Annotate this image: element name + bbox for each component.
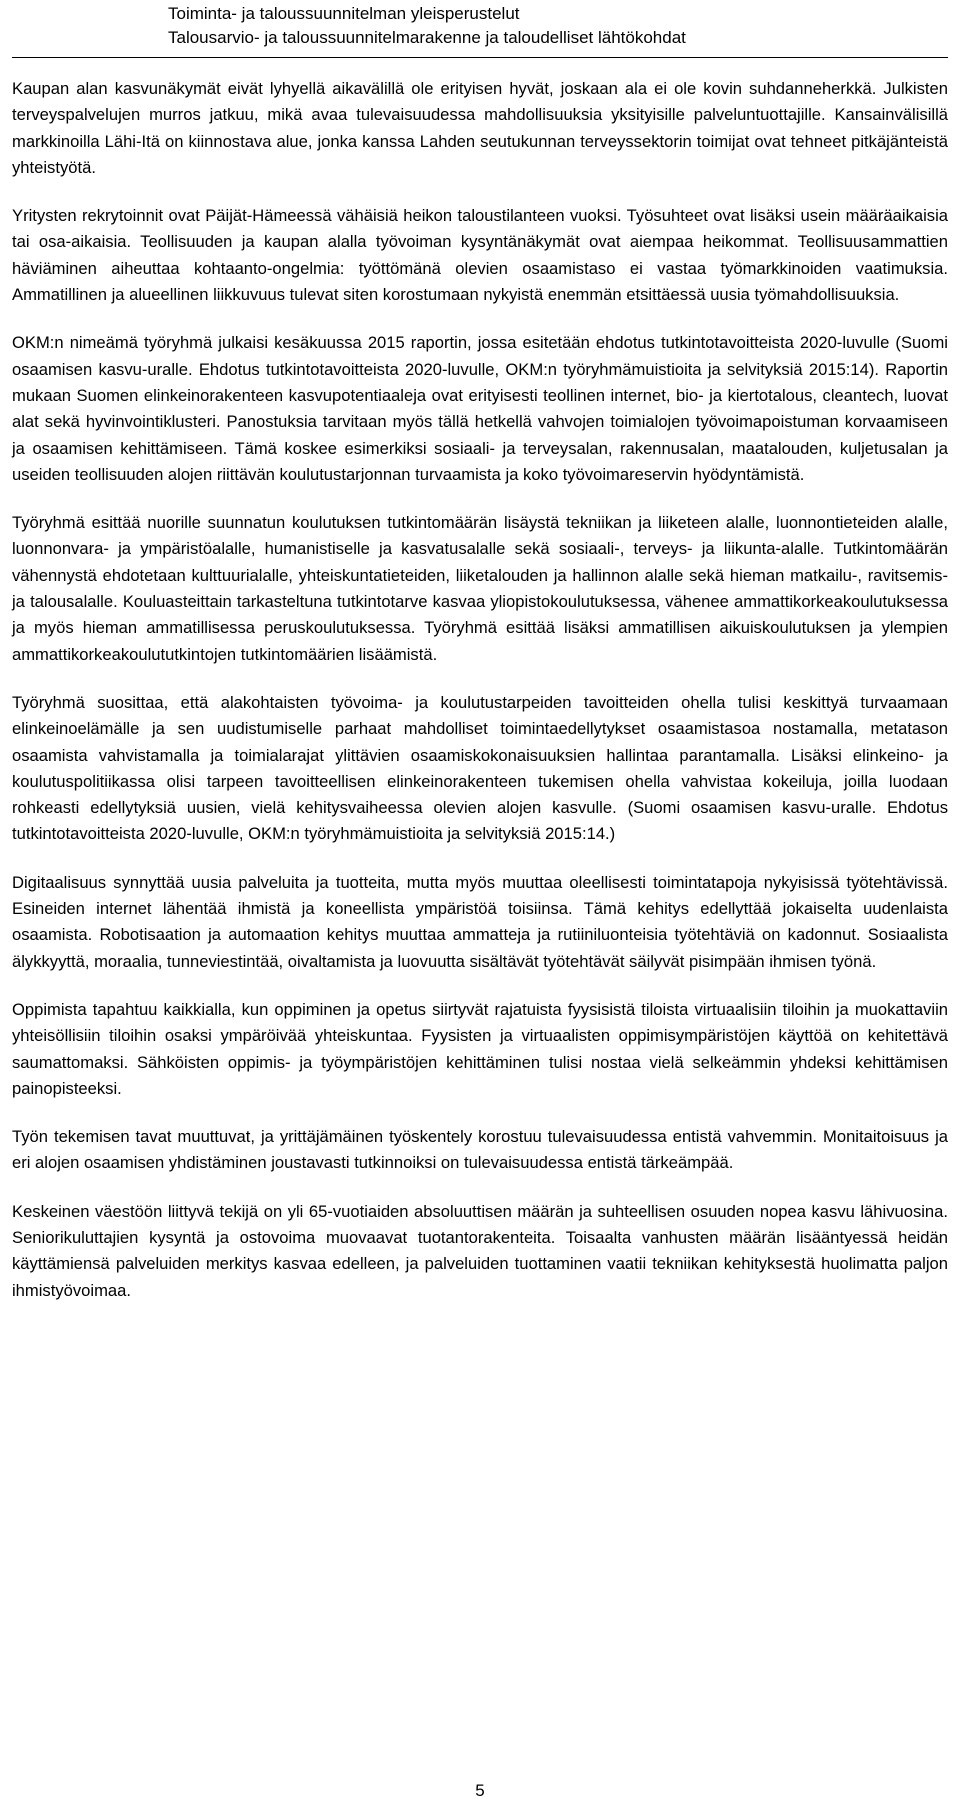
header-divider — [12, 57, 948, 58]
header-subtitle: Talousarvio- ja taloussuunnitelmarakenne ja taloudelliset lähtökohdat — [168, 28, 686, 47]
paragraph-demographics: Keskeinen väestöön liittyvä tekijä on yli 65-vuotiaiden absoluuttisen määrän ja suhteellisen osuuden nopea kasvu lähivuosina. Seniorikuluttajien kysyntä ja ostovoima muovaavat tuotantorakenteita. Toisaalta vanhusten määrän lisääntyessä heidän käyttämiensä palveluiden merkitys kasvaa edelleen, ja palveluiden tuottaminen vaatii tekniikan kehityksestä huolimatta paljon ihmistyövoimaa. — [12, 1201, 948, 1300]
page-number: 5 — [475, 1781, 485, 1800]
paragraph-degree-targets: Työryhmä esittää nuorille suunnatun koulutuksen tutkintomäärän lisäystä tekniikan ja liiketeen alalle, luonnontieteiden alalle, luonnonvara- ja ympäristöalalle, humanistiselle ja kasvatusalalle sekä sosiaali-, terveys- ja liikunta-alalle. Tutkintomäärän vähennystä ehdotetaan kulttuurialalle, yhteiskuntatieteiden, liiketalouden ja hallinnon alalle sekä hieman matkailu-, ravitsemis- ja talousalalle. Kouluasteittain tarkasteltuna tutkintotarve kasvaa yliopistokoulutuksessa, vähenee ammattikorkeakoulutuksessa ja myös hieman ammatillisessa peruskoulutuksessa. Työryhmä esittää lisäksi ammatillisen aikuiskoulutuksen ja ylempien ammattikorkeakoulututkintojen tutkintomäärien lisäämistä. — [12, 513, 948, 664]
paragraph-recruitment: Yritysten rekrytoinnit ovat Päijät-Hämeessä vähäisiä heikon taloustilanteen vuoksi. Työsuhteet ovat lisäksi usein määräaikaisia tai osa-aikaisia. Teollisuuden ja kaupan alalla työvoiman kysyntänäkymät ovat aiempaa heikommat. Teollisuusammattien häviäminen aiheuttaa kohtaanto-ongelmia: työttömänä olevien osaamistaso ei vastaa työmarkkinoiden vaatimuksia. Ammatillinen ja alueellinen liikkuvuus tulevat siten korostumaan nykyistä enemmän etsittäessä uusia työmahdollisuuksia. — [12, 206, 948, 305]
paragraph-learning: Oppimista tapahtuu kaikkialla, kun oppiminen ja opetus siirtyvät rajatuista fyysisistä tiloista virtuaalisiin tiloihin ja muokattaviin yhteisöllisiin tiloihin osaksi ympäröivää yhteiskuntaa. Fyysisten ja virtuaalisten oppimisympäristöjen käyttöä on kehitettävä saumattomaksi. Sähköisten oppimis- ja työympäristöjen kehittäminen tulisi nostaa vielä selkeämmin yhdeksi kehittämisen painopisteeksi. — [12, 999, 948, 1098]
paragraph-work-methods: Työn tekemisen tavat muuttuvat, ja yrittäjämäinen työskentely korostuu tulevaisuudessa entistä vahvemmin. Monitaitoisuus ja eri alojen osaamisen yhdistäminen joustavasti tutkinnoiksi on tulevaisuudessa entistä tärkeämpää. — [12, 1127, 948, 1173]
header-title: Toiminta- ja taloussuunnitelman yleisperustelut — [168, 4, 520, 23]
paragraph-digitalisation: Digitaalisuus synnyttää uusia palveluita ja tuotteita, mutta myös muuttaa oleellisesti toimintatapoja nykyisissä työtehtävissä. Esineiden internet lähentää ihmistä ja koneellista ympäristöä toisiinsa. Tämä kehitys edellyttää jokaiselta uudenlaista osaamista. Robotisaation ja automaation kehitys muuttaa ammatteja ja rutiiniluonteisia työtehtäviä on kadonnut. Sosiaalista älykkyyttä, moraalia, tunneviestintää, oivaltamista ja luovuutta sisältävät työtehtävät säilyvät pisimpään ihmisen työnä. — [12, 872, 948, 971]
document-body — [12, 76, 948, 1326]
paragraph-recommendations: Työryhmä suosittaa, että alakohtaisten työvoima- ja koulutustarpeiden tavoitteiden ohella tulisi keskittyä turvaamaan elinkeinoelämälle ja sen uudistumiselle parhaat mahdolliset toimintaedellytykset osaamistasoa nostamalla, metatason osaamista vahvistamalla ja toimialarajat ylittävien osaamiskokonaisuuksien hallintaa parantamalla. Lisäksi elinkeino- ja koulutuspolitiikassa olisi tarpeen tavoitteellisen elinkeinorakenteen tukemisen ohella vahvistaa kokeiluja, joilla luodaan rohkeasti edellytyksiä uusien, vielä kehitysvaiheessa olevien alojen kasvulle. (Suomi osaamisen kasvu-uralle. Ehdotus tutkintotavoitteista 2020-luvulle, OKM:n työryhmämuistioita ja selvityksiä 2015:14.) — [12, 692, 948, 844]
page-header — [168, 2, 686, 50]
paragraph-trade-outlook: Kaupan alan kasvunäkymät eivät lyhyellä aikavälillä ole erityisen hyvät, joskaan ala ei ole kovin suhdanneherkkä. Julkisten terveyspalvelujen murros jatkuu, mikä avaa tulevaisuudessa mahdollisuuksia yksityisille palveluntuottajille. Kansainvälisillä markkinoilla Lähi-Itä on kiinnostava alue, jonka kanssa Lahden seutukunnan terveyssektorin toimijat ovat tehneet pitkäjänteistä yhteistyötä. — [12, 79, 948, 177]
paragraph-okm-report: OKM:n nimeämä työryhmä julkaisi kesäkuussa 2015 raportin, jossa esitetään ehdotus tutkintotavoitteista 2020-luvulle (Suomi osaamisen kasvu-uralle. Ehdotus tutkintotavoitteista 2020-luvulle, OKM:n työryhmämuistioita ja selvityksiä 2015:14). Raportin mukaan Suomen elinkeinorakenteen kasvupotentiaaleja ovat erityisesti teollinen internet, bio- ja kiertotalous, cleantech, luovat alat sekä hyvinvointiklusteri. Panostuksia tarvitaan myös tällä hetkellä vahvojen toimialojen työvoimapoistuman korvaamiseen ja osaamisen kehittämiseen. Tämä koskee esimerkiksi sosiaali- ja terveysalan, rakennusalan, maatalouden, kuljetusalan ja useiden teollisuuden alojen riittävän koulutustarjonnan turvaamista ja koko työvoimareservin hyödyntämistä. — [12, 333, 948, 484]
